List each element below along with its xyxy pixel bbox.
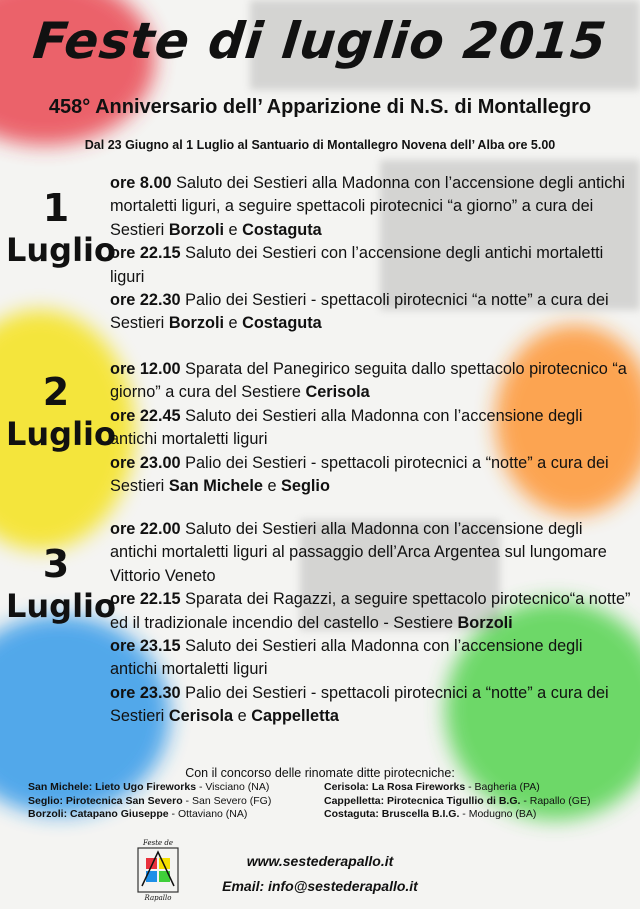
company-place: - San Severo (FG) — [182, 794, 272, 807]
company-item — [324, 808, 590, 822]
day-month: Luglio — [6, 231, 116, 269]
event-item — [110, 588, 634, 635]
sestiere-name: Borzoli — [168, 314, 224, 333]
day-2-events — [110, 358, 634, 498]
sestiere-name: San Michele — [168, 477, 263, 496]
event-time: ore 23.30 — [110, 683, 181, 702]
event-text: Palio dei Sestieri - spettacoli pirotecnici a “notte” a cura dei Sestieri — [110, 453, 609, 496]
page-title: Feste di luglio 2015 — [30, 12, 610, 70]
event-text: Saluto dei Sestieri alla Madonna con l’accensione degli antichi mortaletti liguri, a seguire spettacoli pirotecnici “a giorno” a cura dei Sestieri — [110, 174, 626, 239]
company-place: - Bagheria (PA) — [465, 781, 540, 793]
event-time: ore 22.15 — [110, 244, 181, 263]
event-item — [110, 682, 634, 729]
company-item — [324, 795, 590, 809]
company-name: Seglio: Pirotecnica San Severo — [28, 794, 183, 807]
event-conjunction: e — [233, 707, 252, 726]
day-3-events — [110, 518, 634, 729]
company-name: San Michele: Lieto Ugo Fireworks — [28, 781, 197, 793]
event-time: ore 23.00 — [110, 453, 181, 472]
event-item — [110, 635, 634, 682]
sestiere-name: Costaguta — [242, 314, 322, 333]
event-text: Saluto dei Sestieri alla Madonna con l’accensione degli antichi mortaletti liguri al passaggio dell’Arca Argentea sul lungomare Vittorio Veneto — [110, 520, 607, 585]
event-conjunction: e — [224, 220, 243, 239]
company-place: - Modugno (BA) — [459, 808, 537, 820]
logo-text-top: Feste de — [142, 839, 174, 847]
companies-right — [324, 781, 590, 822]
sestiere-name: Borzoli — [457, 613, 513, 632]
feste-de-rapallo-logo — [132, 836, 184, 902]
event-text: Saluto dei Sestieri con l’accensione degli antichi mortaletti liguri — [110, 244, 604, 286]
company-place: - Rapallo (GE) — [520, 794, 591, 807]
event-item — [110, 518, 634, 588]
event-time: ore 22.45 — [110, 406, 181, 425]
company-name: Cappelletta: Pirotecnica Tigullio di B.G. — [324, 794, 521, 807]
event-item — [110, 242, 634, 289]
day-number: 1 — [42, 186, 70, 230]
company-name: Cerisola: La Rosa Fireworks — [324, 781, 466, 793]
event-item — [110, 172, 634, 242]
sestiere-name: Cerisola — [168, 707, 234, 726]
company-item — [28, 781, 271, 795]
company-name: Borzoli: Catapano Giuseppe — [28, 808, 169, 820]
event-item — [110, 289, 634, 336]
event-item — [110, 452, 634, 499]
day-month: Luglio — [6, 587, 116, 625]
subtitle: 458° Anniversario dell’ Apparizione di N.S. di Montallegro — [48, 96, 592, 118]
day-1-events — [110, 172, 634, 336]
event-text: Palio dei Sestieri - spettacoli pirotecnici “a notte” a cura dei Sestieri — [110, 291, 609, 333]
event-conjunction: e — [262, 477, 282, 496]
novena-info: Dal 23 Giugno al 1 Luglio al Santuario di Montallegro Novena dell’ Alba ore 5.00 — [84, 138, 556, 152]
company-place: - Visciano (NA) — [196, 781, 270, 793]
event-time: ore 8.00 — [110, 174, 172, 192]
event-time: ore 22.15 — [110, 590, 181, 609]
event-item — [110, 405, 634, 452]
event-time: ore 23.15 — [110, 637, 181, 656]
day-month: Luglio — [6, 415, 116, 453]
event-time: ore 22.30 — [110, 291, 181, 310]
event-text: Sparata dei Ragazzi, a seguire spettacolo pirotecnico“a notte” ed il tradizionale incendio del castello - Sestiere — [110, 590, 631, 632]
sestiere-name: Costaguta — [242, 220, 322, 239]
sestiere-name: Borzoli — [168, 220, 224, 239]
event-text: Saluto dei Sestieri alla Madonna con l’accensione degli antichi mortaletti liguri — [110, 406, 583, 449]
company-item — [28, 808, 271, 822]
day-label-1 — [6, 186, 116, 270]
sestiere-name: Cappelletta — [251, 707, 339, 726]
day-label-3 — [6, 542, 116, 626]
event-time: ore 22.00 — [110, 520, 181, 538]
event-item — [110, 358, 634, 405]
day-label-2 — [6, 370, 116, 454]
website-link[interactable]: www.sestederapallo.it — [246, 853, 394, 869]
email-link[interactable]: Email: info@sestederapallo.it — [222, 878, 418, 894]
sestiere-name: Cerisola — [305, 383, 370, 402]
companies-left — [28, 781, 271, 822]
event-text: Sparata del Panegirico seguita dallo spettacolo pirotecnico “a giorno” a cura del Sestiere — [110, 360, 627, 402]
day-number: 2 — [42, 370, 70, 414]
event-text: Palio dei Sestieri - spettacoli pirotecnici a “notte” a cura dei Sestieri — [110, 683, 609, 726]
event-conjunction: e — [224, 314, 243, 333]
company-place: - Ottaviano (NA) — [168, 808, 248, 820]
company-item — [324, 781, 590, 795]
event-time: ore 12.00 — [110, 360, 181, 378]
company-name: Costaguta: Bruscella B.I.G. — [324, 808, 460, 820]
logo-text-bottom: Rapallo — [144, 894, 172, 902]
company-item — [28, 795, 271, 809]
event-text: Saluto dei Sestieri alla Madonna con l’accensione degli antichi mortaletti liguri — [110, 637, 583, 679]
sestiere-name: Seglio — [281, 477, 330, 496]
fireworks-companies-intro: Con il concorso delle rinomate ditte pirotecniche: — [185, 766, 455, 780]
day-number: 3 — [42, 542, 70, 586]
